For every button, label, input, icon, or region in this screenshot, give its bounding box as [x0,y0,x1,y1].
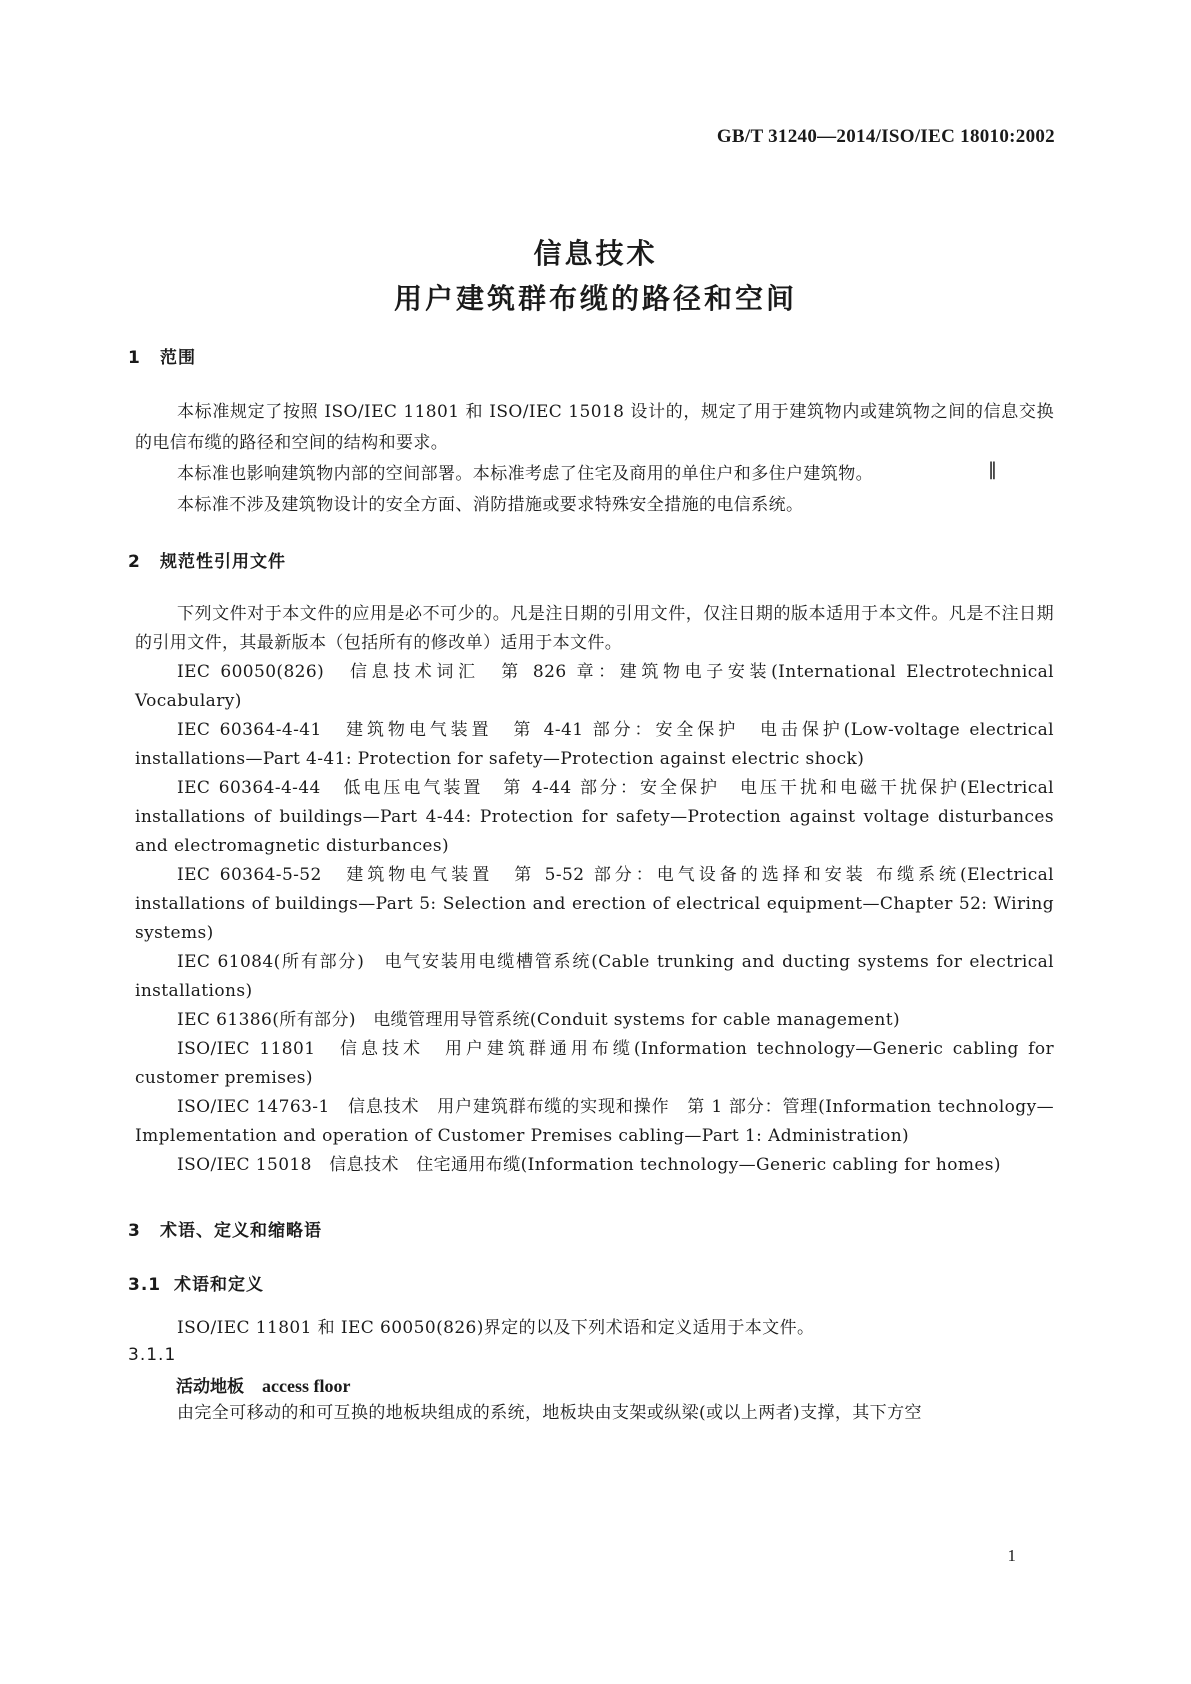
paragraph: 本标准也影响建筑物内部的空间部署。本标准考虑了住宅及商用的单住户和多住户建筑物。 [177,464,873,484]
change-mark: ‖ [988,459,997,480]
document-title-line2: 用户建筑群布缆的路径和空间 [393,282,797,315]
reference-item: IEC 60364-4-44 低电压电气装置 第 4-44 部分：安全保护 电压干扰和电磁干扰保护(Electrical installations of buildings—Part 4-44: Protection for safety—Protection against voltage disturbances and electromagnetic disturbances) [135,778,1054,856]
section-2-heading [128,547,286,572]
reference-item: ISO/IEC 11801 信息技术 用户建筑群通用布缆(Information technology—Generic cabling for customer premises) [135,1039,1054,1088]
reference-item: IEC 60050(826) 信息技术词汇 第 826 章：建筑物电子安装(International Electrotechnical Vocabulary) [135,662,1054,711]
reference-item: ISO/IEC 15018 信息技术 住宅通用布缆(Information technology—Generic cabling for homes) [177,1155,1001,1175]
standard-code: GB/T 31240—2014/ISO/IEC 18010:2002 [716,126,1055,147]
section-1-body [135,397,1054,521]
paragraph: ISO/IEC 11801 和 IEC 60050(826)界定的以及下列术语和定义适用于本文件。 [177,1318,815,1338]
section-number: 3.1 [128,1275,162,1295]
page-number: 1 [1007,1546,1016,1565]
document-title-line1: 信息技术 [533,237,658,270]
paragraph: 下列文件对于本文件的应用是必不可少的。凡是注日期的引用文件，仅注日期的版本适用于本文件。凡是不注日期的引用文件，其最新版本（包括所有的修改单）适用于本文件。 [135,604,1054,653]
term-title [176,1372,350,1397]
section-title: 术语、定义和缩略语 [160,1221,322,1241]
reference-item: IEC 60364-4-41 建筑物电气装置 第 4-41 部分：安全保护 电击保护(Low-voltage electrical installations—Part 4-41: Protection for safety—Protection against electric shock) [135,720,1054,769]
section-title: 范围 [160,348,196,368]
section-3-1-intro [135,1313,1054,1344]
reference-item: IEC 60364-5-52 建筑物电气装置 第 5-52 部分：电气设备的选择和安装 布缆系统(Electrical installations of buildings—Part 5: Selection and erection of electrical equipment—Chapter 52: Wiring systems) [135,865,1054,943]
paragraph: 本标准不涉及建筑物设计的安全方面、消防措施或要求特殊安全措施的电信系统。 [177,495,804,515]
term-en: access floor [262,1376,351,1396]
paragraph: 本标准规定了按照 ISO/IEC 11801 和 ISO/IEC 15018 设计的，规定了用于建筑物内或建筑物之间的信息交换的电信布缆的路径和空间的结构和要求。 [135,402,1054,453]
section-title: 术语和定义 [174,1275,264,1295]
term-zh: 活动地板 [176,1377,244,1397]
section-3-1-heading [128,1270,264,1295]
section-number: 1 [128,348,141,368]
paragraph: 由完全可移动的和可互换的地板块组成的系统，地板块由支架或纵梁(或以上两者)支撑，其下方空 [177,1403,922,1423]
reference-item: ISO/IEC 14763-1 信息技术 用户建筑群布缆的实现和操作 第 1 部分：管理(Information technology—Implementation and operation of Customer Premises cabling—Part 1: Administration) [135,1097,1054,1146]
term-definition [135,1398,1054,1429]
section-number: 2 [128,552,141,572]
section-3-heading [128,1216,322,1241]
reference-item: IEC 61084(所有部分) 电气安装用电缆槽管系统(Cable trunking and ducting systems for electrical installations) [135,952,1054,1001]
section-1-heading [128,343,196,368]
section-number: 3 [128,1221,141,1241]
term-number: 3.1.1 [128,1345,177,1365]
reference-item: IEC 61386(所有部分) 电缆管理用导管系统(Conduit systems for cable management) [177,1010,900,1030]
section-2-body [135,600,1054,1180]
section-title: 规范性引用文件 [160,552,286,572]
